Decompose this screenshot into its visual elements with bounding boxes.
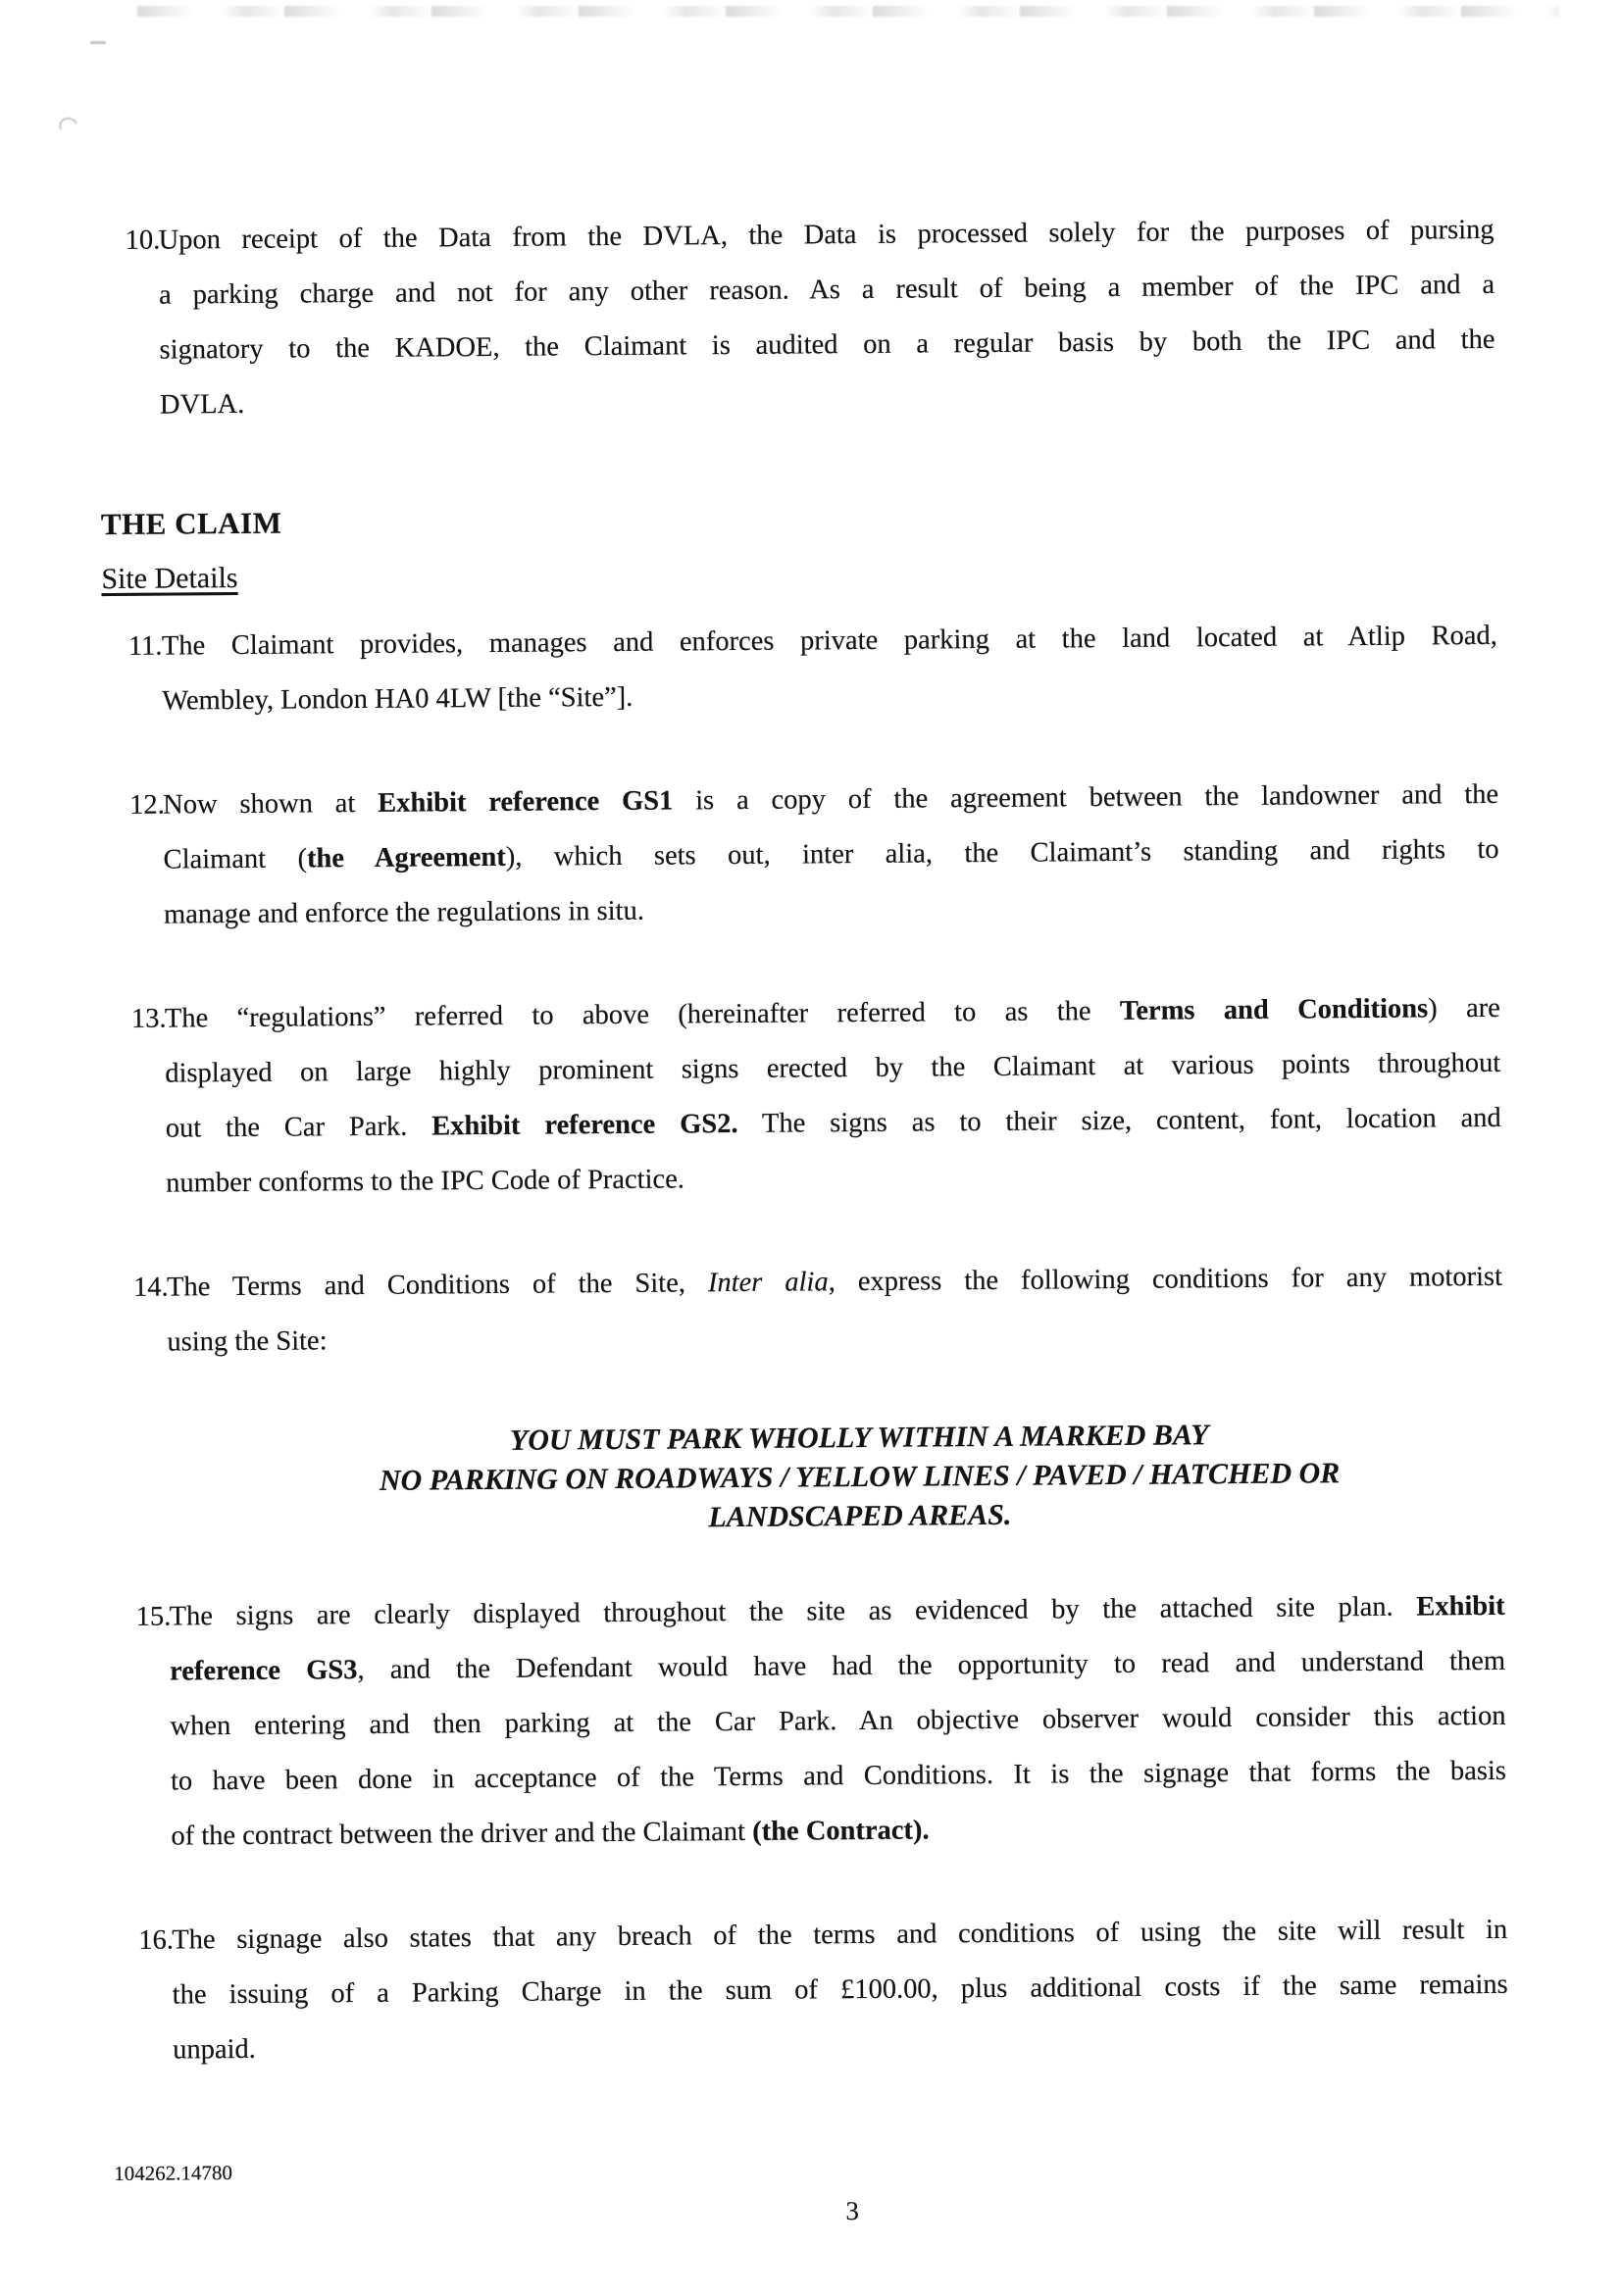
paragraph-line (159, 313, 1494, 378)
text-segment: , and the Defendant would have had the opportunity to read and understand them (357, 1645, 1506, 1686)
text-segment: , express the following conditions for any motorist (828, 1261, 1503, 1298)
text-segment: using the Site: (167, 1325, 328, 1358)
text-segment: DVLA. (159, 388, 245, 421)
paragraph-number: 12. (129, 789, 165, 821)
text-segment: unpaid. (173, 2033, 256, 2066)
section-heading-the-claim: THE CLAIM (100, 505, 282, 542)
text-segment: a parking charge and not for any other reason. As a result of being a member of the IPC and a (158, 269, 1495, 311)
text-segment: signatory to the KADOE, the Claimant is audited on a regular basis by both the IPC and the (159, 324, 1495, 366)
text-segment: The signs as to their size, content, font, location and (737, 1102, 1501, 1139)
text-segment: Wembley, London HA0 4LW [the “Site”]. (162, 681, 633, 717)
paragraph-number: 11. (127, 630, 163, 662)
paragraph-line (162, 609, 1497, 674)
notice-line: NO PARKING ON ROADWAYS / YELLOW LINES / PAVED / HATCHED OR (379, 1457, 1341, 1497)
text-segment: The Terms and Conditions of the Site, (166, 1268, 709, 1303)
claim-paragraph-10 (125, 203, 1495, 433)
paragraph-group-site-details (102, 609, 1503, 1371)
text-segment: ) are (1428, 992, 1500, 1024)
paragraph-line (171, 1799, 1506, 1865)
page-number: 3 (845, 2196, 860, 2226)
text-segment: The signs are clearly displayed throughout the site as evidenced by the attached site plan. (169, 1591, 1417, 1632)
text-segment: Now shown at (163, 787, 379, 821)
text-segment: ), which sets out, inter alia, the Claimant’s standing and rights to (505, 833, 1499, 873)
text-segment: The Claimant provides, manages and enforces private parking at the land located at Atlip Road, (161, 620, 1497, 662)
document-reference-number: 104262.14780 (114, 2161, 232, 2186)
subheading-site-details: Site Details (101, 561, 238, 596)
text-segment: Inter alia (707, 1267, 829, 1299)
text-segment: is a copy of the agreement between the landowner and the (673, 778, 1499, 817)
text-segment: Claimant ( (163, 843, 308, 875)
paragraph-line (171, 1744, 1506, 1810)
text-segment: the Agreement (306, 841, 506, 874)
paragraph-line (160, 368, 1495, 433)
parking-terms-notice (191, 1414, 1528, 1542)
paragraph-line (166, 1091, 1501, 1157)
paragraph-line (164, 877, 1499, 943)
notice-line: LANDSCAPED AREAS. (708, 1498, 1012, 1534)
paragraph-group-intro (98, 203, 1495, 433)
text-segment: out the Car Park. (165, 1111, 432, 1144)
text-segment: manage and enforce the regulations in situ. (163, 895, 645, 930)
claim-paragraph-11 (127, 609, 1498, 729)
paragraph-number: 16. (138, 1924, 175, 1956)
notice-line: YOU MUST PARK WHOLLY WITHIN A MARKED BAY (509, 1419, 1209, 1457)
text-segment: Exhibit (1416, 1590, 1505, 1622)
paragraph-number: 14. (132, 1272, 169, 1303)
paragraph-line (167, 1250, 1502, 1316)
paragraph-line (163, 823, 1498, 888)
claim-paragraph-13 (130, 981, 1502, 1212)
text-segment: Terms and Conditions (1119, 993, 1429, 1026)
claim-paragraph-12 (129, 768, 1499, 943)
paragraph-line (173, 2013, 1508, 2078)
text-segment: displayed on large highly prominent signs erected by the Claimant at various points throughout (165, 1047, 1501, 1089)
text-segment: (the Contract). (752, 1815, 930, 1847)
text-segment: number conforms to the IPC Code of Practice. (166, 1164, 685, 1199)
text-segment: when entering and then parking at the Car Park. An objective observer would consider this action (170, 1700, 1506, 1742)
text-segment: of the contract between the driver and the Claimant (171, 1816, 753, 1852)
text-segment: the issuing of a Parking Charge in the sum of £100.00, plus additional costs if the same remains (172, 1969, 1508, 2011)
text-segment: Upon receipt of the Data from the DVLA, the Data is processed solely for the purposes of pursing (158, 214, 1494, 256)
claim-paragraph-15 (135, 1579, 1507, 1865)
paragraph-group-signage (109, 1579, 1508, 2078)
paragraph-line (167, 1305, 1502, 1371)
claim-paragraph-14 (132, 1250, 1503, 1371)
text-segment: Exhibit reference GS1 (378, 785, 674, 819)
text-segment: reference GS3 (169, 1655, 358, 1687)
paragraph-number: 10. (125, 225, 161, 256)
paragraph-number: 13. (130, 1003, 167, 1034)
paragraph-line (162, 664, 1497, 729)
paragraph-line (172, 1958, 1507, 2023)
text-segment: Exhibit reference GS2. (431, 1108, 738, 1142)
claim-paragraph-16 (138, 1903, 1508, 2078)
paragraph-line (166, 1146, 1501, 1212)
text-segment: The “regulations” referred to above (hereinafter referred to as the (164, 995, 1121, 1034)
paragraph-number: 15. (135, 1601, 172, 1632)
text-segment: The signage also states that any breach of the terms and conditions of using the site will result in (172, 1914, 1508, 1956)
text-segment: to have been done in acceptance of the Terms and Conditions. It is the signage that forms the basis (170, 1755, 1507, 1797)
